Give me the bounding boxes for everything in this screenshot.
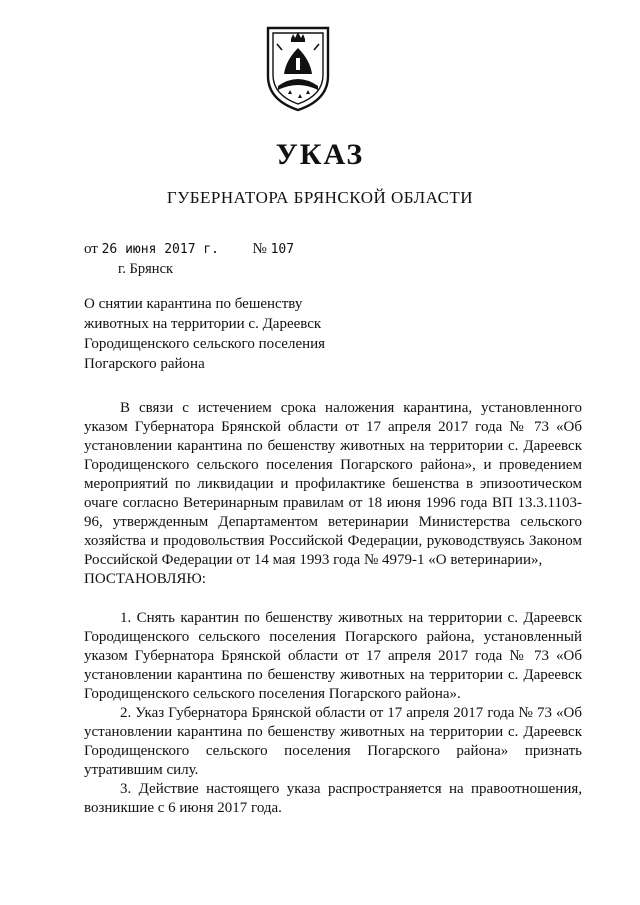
number-prefix: №: [252, 241, 267, 257]
document-body: [84, 399, 582, 818]
document-subtitle: ГУБЕРНАТОРА БРЯНСКОЙ ОБЛАСТИ: [166, 188, 474, 207]
date-number-line: [84, 241, 294, 258]
preamble-paragraph: В связи с истечением срока наложения карантина, установленного указом Губернатора Брянской области от 17 апреля 2017 года № 73 «Об установлении карантина по бешенству животных на территории с. Дареевск Городищенского сельского поселения Погарского района», и проведением мероприятий по ликвидации и профилактике бешенства в эпизоотическом очаге согласно Ветеринарным правилам от 18 июня 1996 года ВП 13.3.1103-96, утвержденным Департаментом ветеринарии Министерства сельского хозяйства и продовольствия Российской Федерации, руководствуясь Законом Российской Федерации от 14 мая 1993 года № 4979-1 «О ветеринарии»,: [84, 400, 582, 568]
item-paragraph-1: 1. Снять карантин по бешенству животных на территории с. Дареевск Городищенского сельского поселения Погарского района, установленный указом Губернатора Брянской области от 17 апреля 2017 года № 73 «Об установлении карантина по бешенству животных на территории с. Дареевск Городищенского сельского поселения Погарского района».: [84, 610, 582, 702]
decree-number: 107: [270, 242, 295, 257]
bryansk-coat-of-arms-icon: [264, 24, 332, 112]
item-paragraph-3: 3. Действие настоящего указа распространяется на правоотношения, возникшие с 6 июня 2017 года.: [84, 781, 582, 816]
decree-date: 26 июня 2017 г.: [101, 242, 220, 257]
decree-subject: О снятии карантина по бешенству животных на территории с. Дареевск Городищенского сельского поселения Погарского района: [84, 296, 326, 372]
date-prefix: от: [84, 241, 98, 257]
item-paragraph-2: 2. Указ Губернатора Брянской области от 17 апреля 2017 года № 73 «Об установлении карантина по бешенству животных на территории с. Дареевск Городищенского сельского поселения Погарского района» признать утратившим силу.: [84, 705, 582, 778]
city: г. Брянск: [118, 261, 174, 277]
decree-word: ПОСТАНОВЛЯЮ:: [84, 571, 206, 587]
document-title: УКАЗ: [275, 138, 365, 171]
